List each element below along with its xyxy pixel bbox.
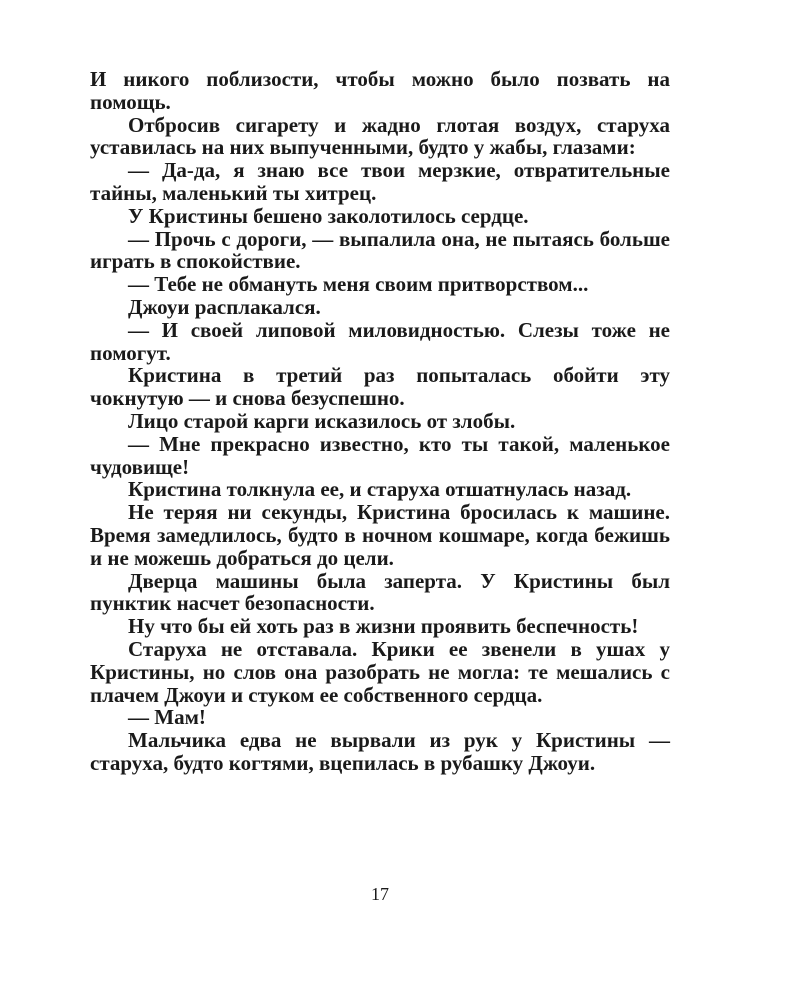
paragraph: Кристина толкнула ее, и старуха отшатнулась назад. <box>128 477 632 502</box>
paragraph: Старуха не отставала. Крики ее звенели в ушах у Кристины, но слов она разобрать не могла: те мешались с плачем Джоуи и стуком ее собственного сердца. <box>90 636 670 707</box>
paragraph: — Мам! <box>128 705 206 730</box>
paragraph: И никого поблизости, чтобы можно было позвать на помощь. <box>90 67 670 114</box>
paragraph: Дверца машины была заперта. У Кристины был пунктик насчет безопасности. <box>90 568 670 616</box>
paragraph: Лицо старой карги исказилось от злобы. <box>128 408 516 433</box>
paragraph: Отбросив сигарету и жадно глотая воздух, старуха уставилась на них выпученными, будто у жабы, глазами: <box>90 112 670 160</box>
paragraph: Кристина в третий раз попыталась обойти эту чокнутую — и снова безуспешно. <box>90 363 670 411</box>
paragraph: У Кристины бешено заколотилось сердце. <box>128 203 529 228</box>
paragraph: Ну что бы ей хоть раз в жизни проявить беспечность! <box>128 614 639 639</box>
paragraph: Мальчика едва не вырвали из рук у Кристины — старуха, будто когтями, вцепилась в рубашку Джоуи. <box>90 728 670 775</box>
paragraph: — И своей липовой миловидностью. Слезы тоже не помогут. <box>90 317 670 365</box>
book-page-text <box>90 68 670 775</box>
page-number: 17 <box>371 884 389 904</box>
paragraph: Не теряя ни секунды, Кристина бросилась к машине. Время замедлилось, будто в ночном кошмаре, когда бежишь и не можешь добраться до цели. <box>90 500 670 570</box>
paragraph: — Да-да, я знаю все твои мерзкие, отвратительные тайны, маленький ты хитрец. <box>90 158 670 205</box>
paragraph: — Тебе не обмануть меня своим притворством... <box>128 272 589 297</box>
paragraph: Джоуи расплакался. <box>128 294 321 319</box>
paragraph: — Прочь с дороги, — выпалила она, не пытаясь больше играть в спокойствие. <box>90 226 670 274</box>
paragraph: — Мне прекрасно известно, кто ты такой, маленькое чудовище! <box>90 431 670 479</box>
